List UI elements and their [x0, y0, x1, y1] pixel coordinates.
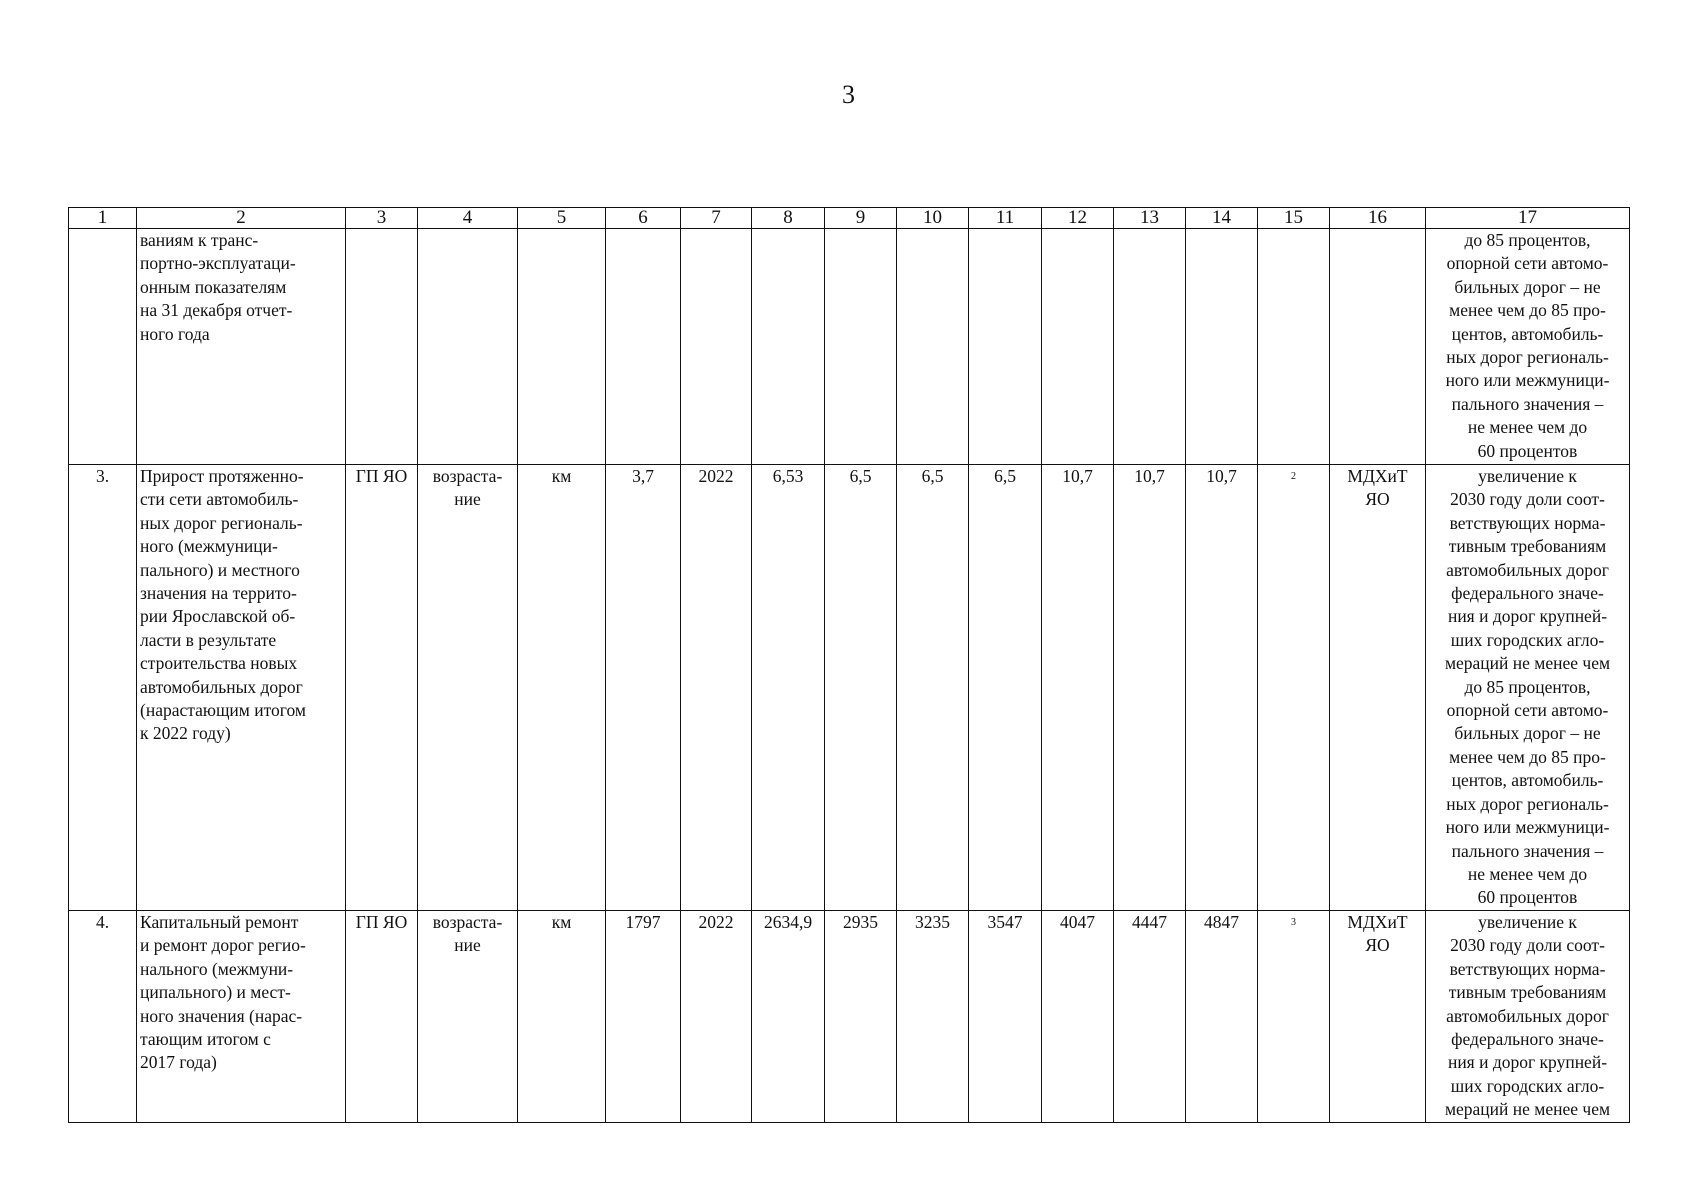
responsible-cell: МДХиТ ЯО: [1330, 911, 1426, 1123]
header-cell: 10: [897, 208, 969, 229]
page-number: 3: [842, 80, 855, 109]
empty-cell: [1186, 229, 1258, 465]
header-cell: 1: [69, 208, 137, 229]
header-cell: 4: [418, 208, 518, 229]
value-cell: 2022: [681, 911, 752, 1123]
header-cell: 7: [681, 208, 752, 229]
value-cell: 3235: [897, 911, 969, 1123]
goal-description-cell: до 85 процентов, опорной сети автомо- бильных дорог – не менее чем до 85 про- центов, автомобиль- ных дорог региональ- ного или межмуници- пального значения – не менее чем до 60 процентов: [1426, 229, 1630, 465]
trend-cell: возраста- ние: [418, 911, 518, 1123]
row-number-cell: [69, 229, 137, 465]
value-cell: 10,7: [1042, 465, 1114, 911]
program-cell: ГП ЯО: [346, 465, 418, 911]
row-number-cell: 4.: [69, 911, 137, 1123]
header-cell: 16: [1330, 208, 1426, 229]
value-cell: 2634,9: [752, 911, 825, 1123]
value-cell: 6,53: [752, 465, 825, 911]
empty-cell: [518, 229, 606, 465]
empty-cell: [418, 229, 518, 465]
empty-cell: [1042, 229, 1114, 465]
indicator-name-cell: ваниям к транс- портно-эксплуатаци- онным показателям на 31 декабря отчет- ного года: [137, 229, 346, 465]
header-cell: 15: [1258, 208, 1330, 229]
value-cell: 3547: [969, 911, 1042, 1123]
footnote-cell: [1258, 911, 1330, 1123]
empty-cell: [1114, 229, 1186, 465]
header-cell: 11: [969, 208, 1042, 229]
header-cell: 17: [1426, 208, 1630, 229]
value-cell: 10,7: [1114, 465, 1186, 911]
header-cell: 8: [752, 208, 825, 229]
value-cell: 4847: [1186, 911, 1258, 1123]
goal-description-cell: увеличение к 2030 году доли соот- ветствующих норма- тивным требованиям автомобильных дорог федерального значе- ния и дорог крупней- ших городских агло- мераций не менее чем до 85 процентов, опорной сети автомо- бильных дорог – не менее чем до 85 про- центов, автомобиль- ных дорог региональ- ного или межмуници- пального значения – не менее чем до 60 процентов: [1426, 465, 1630, 911]
empty-cell: [681, 229, 752, 465]
empty-cell: [969, 229, 1042, 465]
header-cell: 9: [825, 208, 897, 229]
empty-cell: [897, 229, 969, 465]
value-cell: 4447: [1114, 911, 1186, 1123]
responsible-cell: МДХиТ ЯО: [1330, 465, 1426, 911]
header-cell: 2: [137, 208, 346, 229]
indicators-table: [68, 207, 1630, 1123]
header-cell: 6: [606, 208, 681, 229]
value-cell: 6,5: [969, 465, 1042, 911]
empty-cell: [825, 229, 897, 465]
value-cell: 6,5: [897, 465, 969, 911]
value-cell: 10,7: [1186, 465, 1258, 911]
footnote-mark: 3: [1291, 917, 1296, 928]
value-cell: 1797: [606, 911, 681, 1123]
unit-cell: км: [518, 911, 606, 1123]
row-number-cell: 3.: [69, 465, 137, 911]
header-cell: 5: [518, 208, 606, 229]
empty-cell: [1258, 229, 1330, 465]
header-cell: 14: [1186, 208, 1258, 229]
program-cell: ГП ЯО: [346, 911, 418, 1123]
trend-cell: возраста- ние: [418, 465, 518, 911]
indicator-name-cell: Капитальный ремонт и ремонт дорог регио- нального (межмуни- ципального) и мест- ного значения (нарас- тающим итогом с 2017 года): [137, 911, 346, 1123]
value-cell: 4047: [1042, 911, 1114, 1123]
table-row-4: [69, 911, 1630, 1123]
footnote-mark: 2: [1291, 471, 1296, 482]
empty-cell: [606, 229, 681, 465]
empty-cell: [1330, 229, 1426, 465]
table-header-row: [69, 208, 1630, 229]
value-cell: 2022: [681, 465, 752, 911]
value-cell: 6,5: [825, 465, 897, 911]
table-row-3: [69, 465, 1630, 911]
header-cell: 13: [1114, 208, 1186, 229]
header-cell: 3: [346, 208, 418, 229]
table-row-continuation: [69, 229, 1630, 465]
indicator-name-cell: Прирост протяженно- сти сети автомобиль- ных дорог региональ- ного (межмуници- пального) и местного значения на террито- рии Ярославской об- ласти в результате строительства новых автомобильных дорог (нарастающим итогом к 2022 году): [137, 465, 346, 911]
unit-cell: км: [518, 465, 606, 911]
empty-cell: [752, 229, 825, 465]
value-cell: 3,7: [606, 465, 681, 911]
empty-cell: [346, 229, 418, 465]
goal-description-cell: увеличение к 2030 году доли соот- ветствующих норма- тивным требованиям автомобильных дорог федерального значе- ния и дорог крупней- ших городских агло- мераций не менее чем: [1426, 911, 1630, 1123]
value-cell: 2935: [825, 911, 897, 1123]
footnote-cell: [1258, 465, 1330, 911]
header-cell: 12: [1042, 208, 1114, 229]
